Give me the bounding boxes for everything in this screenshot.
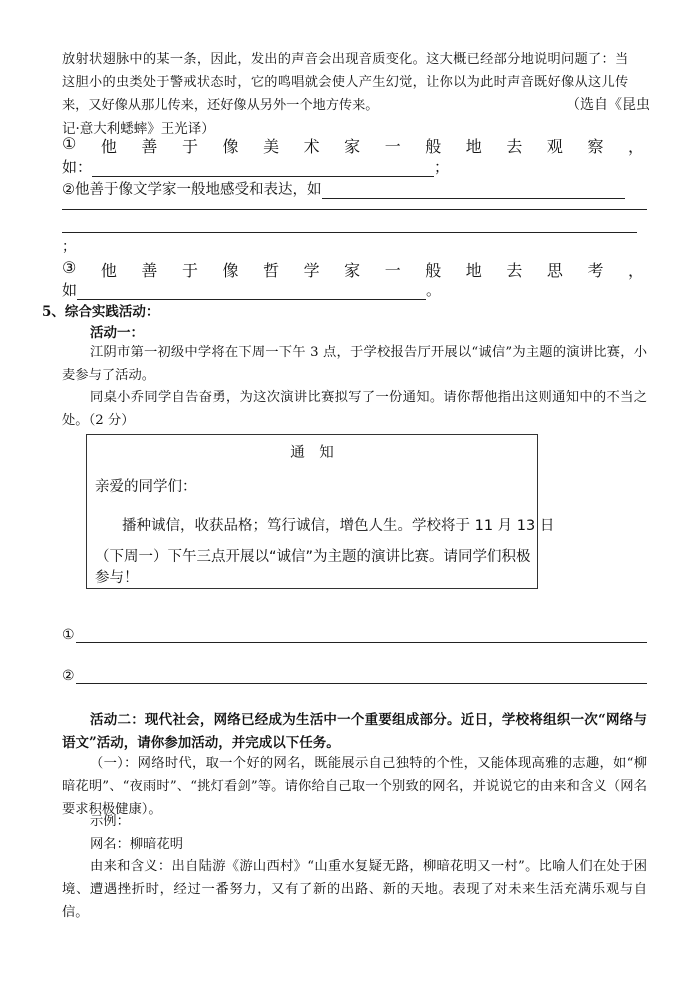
- q3-char: 学: [303, 261, 320, 280]
- source-citation-start: （选自《昆虫: [566, 97, 650, 113]
- q3-char: 考: [587, 261, 604, 280]
- q1-char: 观: [546, 137, 563, 156]
- notice-body-line-2: （下周一）下午三点开展以“诚信”为主题的演讲比赛。请同学们积极: [95, 549, 531, 565]
- q3-prefix: 如: [62, 281, 78, 299]
- example-meaning: 由来和含义：出自陆游《游山西村》“山重水复疑无路，柳暗花明又一村”。比喻人们在处于困境、遭遇挫折时，经过一番努力，又有了新的出路、新的天地。表现了对未来生活充满乐观与自信。: [62, 859, 647, 920]
- example-label: 示例：: [90, 814, 130, 829]
- task-1-prompt: （一）：网络时代，取一个好的网名，既能展示自己独特的个性，又能体现高雅的志趣，如“柳暗花明”、“夜雨时”、“挑灯看剑”等。请你给自己取一个别致的网名，并说说它的由来和含义（网名要求积极健康）。: [62, 756, 647, 817]
- passage-line-3: 来，又好像从那儿传来，还好像从另外一个地方传来。: [62, 98, 379, 113]
- q1-char: 家: [344, 137, 361, 156]
- passage-line-2: 这胆小的虫类处于警戒状态时，它的鸣唱就会使人产生幻觉，让你以为此时声音既好像从这儿传: [62, 75, 629, 90]
- notice-body-line-3: 参与！: [95, 570, 139, 586]
- q3-char: 于: [181, 261, 198, 280]
- q1-char: 去: [506, 137, 523, 156]
- activity-1-paragraph-1: 江阴市第一初级中学将在下周一下午 3 点，于学校报告厅开展以“诚信”为主题的演讲比赛，小麦参与了活动。: [62, 345, 647, 383]
- q1-char: 美: [263, 137, 280, 156]
- q2-end-punct: ；: [62, 239, 76, 255]
- q3-char: 家: [344, 261, 361, 280]
- q1-end-punct: ；: [434, 158, 450, 176]
- activity-1-paragraph-2: 同桌小乔同学自告奋勇，为这次演讲比赛拟写了一份通知。请你帮他指出这则通知中的不当之处。（2 分）: [62, 390, 647, 428]
- q3-char: 哲: [263, 261, 280, 280]
- question-1-answer-row: [62, 156, 449, 177]
- question-2-stem: [62, 178, 625, 199]
- q1-prefix: 如：: [62, 158, 93, 176]
- answer-1-marker: ①: [62, 627, 75, 643]
- q1-char: 他: [100, 137, 117, 156]
- q2-answer-line-2[interactable]: [62, 209, 647, 210]
- q1-char: 术: [303, 137, 320, 156]
- q3-char: 一: [384, 261, 401, 280]
- passage-line-1: 放射状翅脉中的某一条，因此，发出的声音会出现音质变化。这大概已经部分地说明问题了：当: [62, 52, 629, 67]
- q1-char: 一: [384, 137, 401, 156]
- q3-char: 地: [465, 261, 482, 280]
- q2-answer-line-3[interactable]: [62, 232, 637, 233]
- section-5-heading: 5、综合实践活动：: [42, 304, 160, 320]
- q3-char: ③: [62, 258, 77, 277]
- q1-char: 善: [141, 137, 158, 156]
- q2-answer-blank[interactable]: [322, 182, 625, 199]
- q1-char: ①: [62, 134, 77, 153]
- q1-char: ，: [627, 137, 644, 156]
- q3-end-punct: 。: [426, 281, 442, 299]
- q3-char: 般: [425, 261, 442, 280]
- q3-char: 去: [506, 261, 523, 280]
- q3-char: 他: [100, 261, 117, 280]
- q1-char: 地: [465, 137, 482, 156]
- q3-char: ，: [627, 261, 644, 280]
- answer-2-marker: ②: [62, 668, 75, 684]
- q1-char: 般: [425, 137, 442, 156]
- q1-char: 像: [222, 137, 239, 156]
- question-3-answer-row: [62, 279, 441, 300]
- activity-2-intro: 活动二：现代社会，网络已经成为生活中一个重要组成部分。近日，学校将组织一次“网络与语文”活动，请你参加活动，并完成以下任务。: [62, 712, 647, 751]
- notice-box: [86, 434, 555, 589]
- example-net-name: 网名：柳暗花明: [90, 837, 184, 852]
- q1-char: 察: [587, 137, 604, 156]
- question-3-stem: [62, 258, 644, 281]
- answer-2-line[interactable]: [76, 683, 647, 684]
- q3-char: 像: [222, 261, 239, 280]
- notice-greeting: 亲爱的同学们：: [95, 479, 197, 495]
- q3-char: 善: [141, 261, 158, 280]
- source-citation-end: 记·意大利蟋蟀》王光译）: [62, 121, 215, 137]
- q1-answer-blank[interactable]: [92, 160, 434, 177]
- q3-answer-blank[interactable]: [77, 283, 426, 300]
- q2-text: ②他善于像文学家一般地感受和表达，如: [62, 182, 322, 198]
- question-1-stem: [62, 134, 644, 157]
- notice-body-line-1: 播种诚信，收获品格；笃行诚信，增色人生。学校将于 11 月 13 日: [122, 518, 555, 534]
- answer-1-line[interactable]: [76, 642, 647, 643]
- q1-char: 于: [181, 137, 198, 156]
- activity-1-label: 活动一：: [90, 325, 144, 341]
- notice-title: 通 知: [290, 445, 334, 461]
- q3-char: 思: [546, 261, 563, 280]
